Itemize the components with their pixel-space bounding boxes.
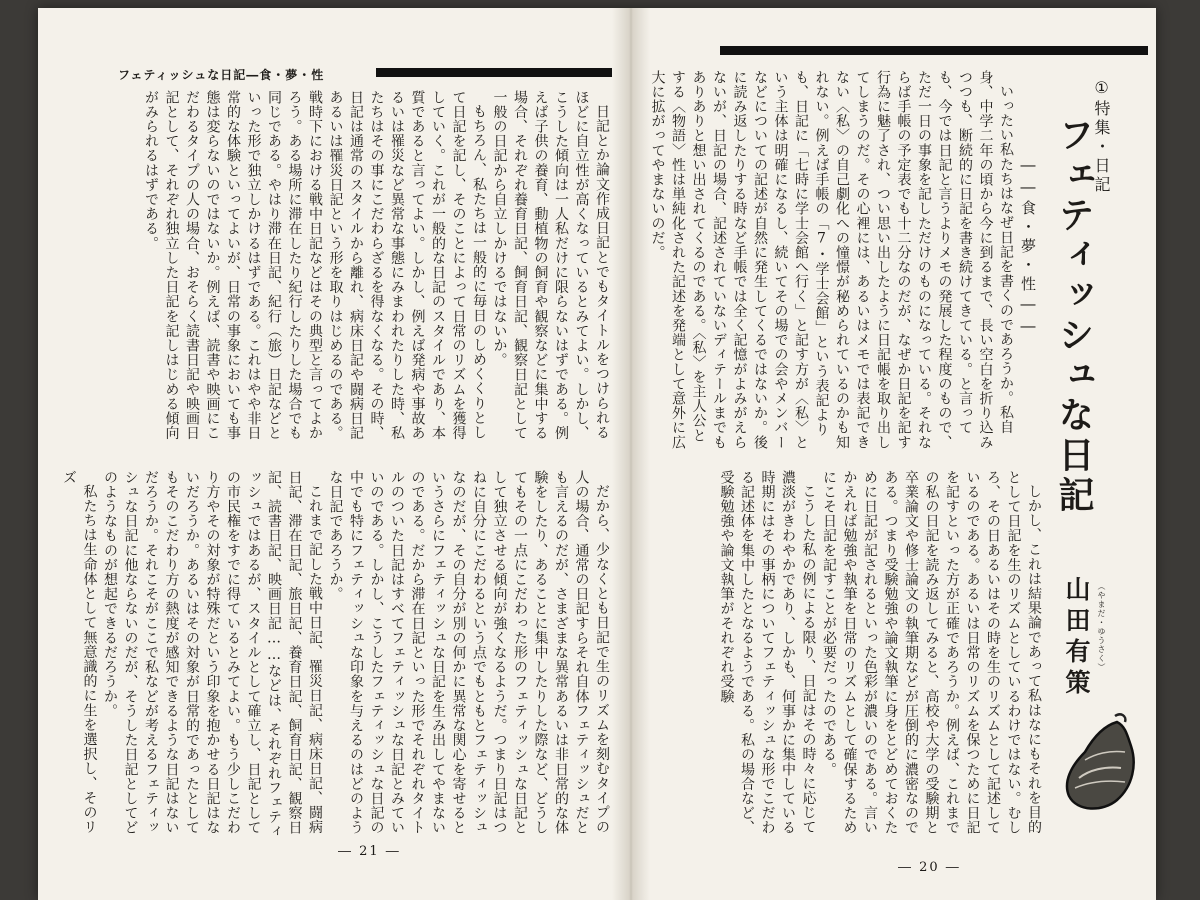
left-body-upper xyxy=(110,90,612,448)
header-rule-right xyxy=(720,46,1148,55)
left-paragraph-2: もちろん、私たちは一般的に毎日のしめくくりとして日記を記し、そのことによって日常のリズムを獲得していく。これが一般的な日記のスタイルであり、本質であると言ってよい。しかし、例えば発病や事故あるいは罹災など異常な事態にみまわれたりした時、私たちはその事にこだわらざるを得なくなる。その時、日記は通常のスタイルから離れ、病床日記や闘病日記あるいは罹災日記という形を取りはじめるのである。戦時下における戦中日記などはその典型と言ってよかろう。ある場所に滞在したり紀行したりした場合でも同じである。やはり滞在日記、紀行（旅）日記などといった形で独立しかけるはずである。これはやや非日常的な体験といってよいが、日常の事象においても事態は変らないのではないか。例えば、読書や映画にこだわるタイプの人の場合、おそらく読書日記や映画日記として、それぞれ独立した日記を記しはじめる傾向がみられるはずである。 xyxy=(143,90,487,441)
left-body-lower xyxy=(61,470,612,840)
article-title: フェティッシュな日記 xyxy=(1053,116,1094,516)
right-body-lower xyxy=(682,470,1044,842)
author-reading: （やまだ・ゆうさく） xyxy=(1097,582,1106,672)
right-body-upper xyxy=(649,70,1016,450)
page-number-21: ― 21 ― xyxy=(338,844,401,859)
left-paragraph-3: だから、少なくとも日記で生のリズムを刻むタイプの人の場合、通常の日記すらそれ自体フェティッシュだとも言えるのだが、さまざまな異常あるいは非日常的な体験をしたり、あることに集中したりした際など、どうしてもその一点にこだわった形のフェティッシュな日記として独立させる傾向が強くなるようだ。つまり日記はつねに自分にこだわるという点でもともとフェティッシュなのだが、その自分が別の何かに異常な関心を寄せるというさらにフェティッシュな日記を生み出してやまないのである。だから滞在日記といった形でそれぞれタイトルのついた日記はすべてフェティッシュな日記とみていいのである。しかし、こうしたフェティッシュな日記の中でも特にフェティッシュな印象を与えるのはどのような日記であろうか。 xyxy=(327,470,610,835)
right-paragraph-3: こうした私の例による限り、日記はその時々に応じて濃淡がきわやかであり、しかも、何事かに集中している時期にはその事柄についてフェティッシュな形でこだわる記述体を集中したとなるようである。私の場合など、受験勉強や論文執筆がそれぞれ受験 xyxy=(718,470,817,835)
author-name: 山田有策 xyxy=(1062,576,1091,700)
left-paragraph-5: 私たちは生命体として無意識的に生を選択し、そのリズ xyxy=(61,470,98,835)
left-paragraph-1: 日記とか論文作成日記とでもタイトルをつけられるほどに自立性が高くなっているとみてよい。しかし、こうした傾向は一人私だけに限らないはずである。例えば子供の養育、動植物の飼育や観察などに集中する場合、それぞれ養育日記、飼育日記、観察日記として一般の日記から自立しかけるではないか。 xyxy=(491,90,610,441)
running-head: フェティッシュな日記―食・夢・性 xyxy=(118,68,325,82)
series-label: ①特集・日記 xyxy=(1092,78,1111,195)
header-rule xyxy=(376,68,612,77)
page-number-20: ― 20 ― xyxy=(898,860,961,875)
pear-illustration xyxy=(1055,708,1145,818)
left-paragraph-4: これまで記した戦中日記、罹災日記、病床日記、闘病日記、滞在日記、旅日記、養育日記、飼育日記、観察日記、読書日記、映画日記……などは、それぞれフェティッシュではあるが、スタイルとして確立し、日記としての市民権をすでに得ているとみてよい。もう少しこだわり方やその対象が特殊だという印象を抱かせる日記はないだろうか。あるいはその対象が日常的であったとしてもそのこだわり方の熱度が感知できるような日記はないだろうか。それこそがここで私などが考えるフェティッシュな日記に他ならないのだが、そうした日記としてどのようなものが想起できるだろうか。 xyxy=(102,470,323,839)
left-page xyxy=(38,8,612,900)
right-page xyxy=(650,8,1156,900)
right-paragraph-2: しかし、これは結果論であって私はなにもそれを目的として日記を生のリズムとしているわけではない。むしろ、その日あるいはその時を生のリズムとして記述しているのである。あるいは日常のリズムを保つために日記を記すといった方が正確であろうか。例えば、これまでの私の日記を読み返してみると、高校や大学の受験期と卒業論文や修士論文の執筆期などが圧倒的に濃密なのである。つまり受験勉強や論文執筆に身をとどめておくために日記が記されるといった色彩が濃いのである。言いかえれば勉強や執筆を日常のリズムとして確保するためにこそ日記を記すことが必要だったのである。 xyxy=(821,470,1042,835)
book-spread xyxy=(38,8,1156,900)
article-subtitle: ――食・夢・性―― xyxy=(1019,156,1037,339)
book-gutter xyxy=(612,8,650,900)
right-paragraph-1: いったい私たちはなぜ日記を書くのであろうか。私自身、中学二年の頃から今に到るまで、長い空白を折り込みつつも、断続的に日記を書き続けてきている。と言っても、今では日記と言うよりメモの発展した程度のもので、ただ一日の事象を記しただけのものになっている。それならば手帳の予定表でも十二分なのだが、なぜか日記を記す行為に魅了され、つい思い出したように日記帳を取り出してしまうのだ。その心裡には、あるいはメモでは表記できない〈私〉の自己劇化への憧憬が秘められているのかも知れない。例えば手帳の「7・学士会館」という表記よりも、日記に「七時に学士会館へ行く」と記す方が〈私〉という主体は明確になるし、続いてその場での会やメンバーなどについての記述が自然に発生してくるではないか。後に読み返したりする時など手帳では全く記憶がよみがえらないが、日記の場合、記述されていないディテールまでもありありと想い出されてくるのである。〈私〉を主人公とする〈物語〉性は単純化された記述を発端として意外に広大に拡がってやまないのだ。 xyxy=(649,70,1014,450)
